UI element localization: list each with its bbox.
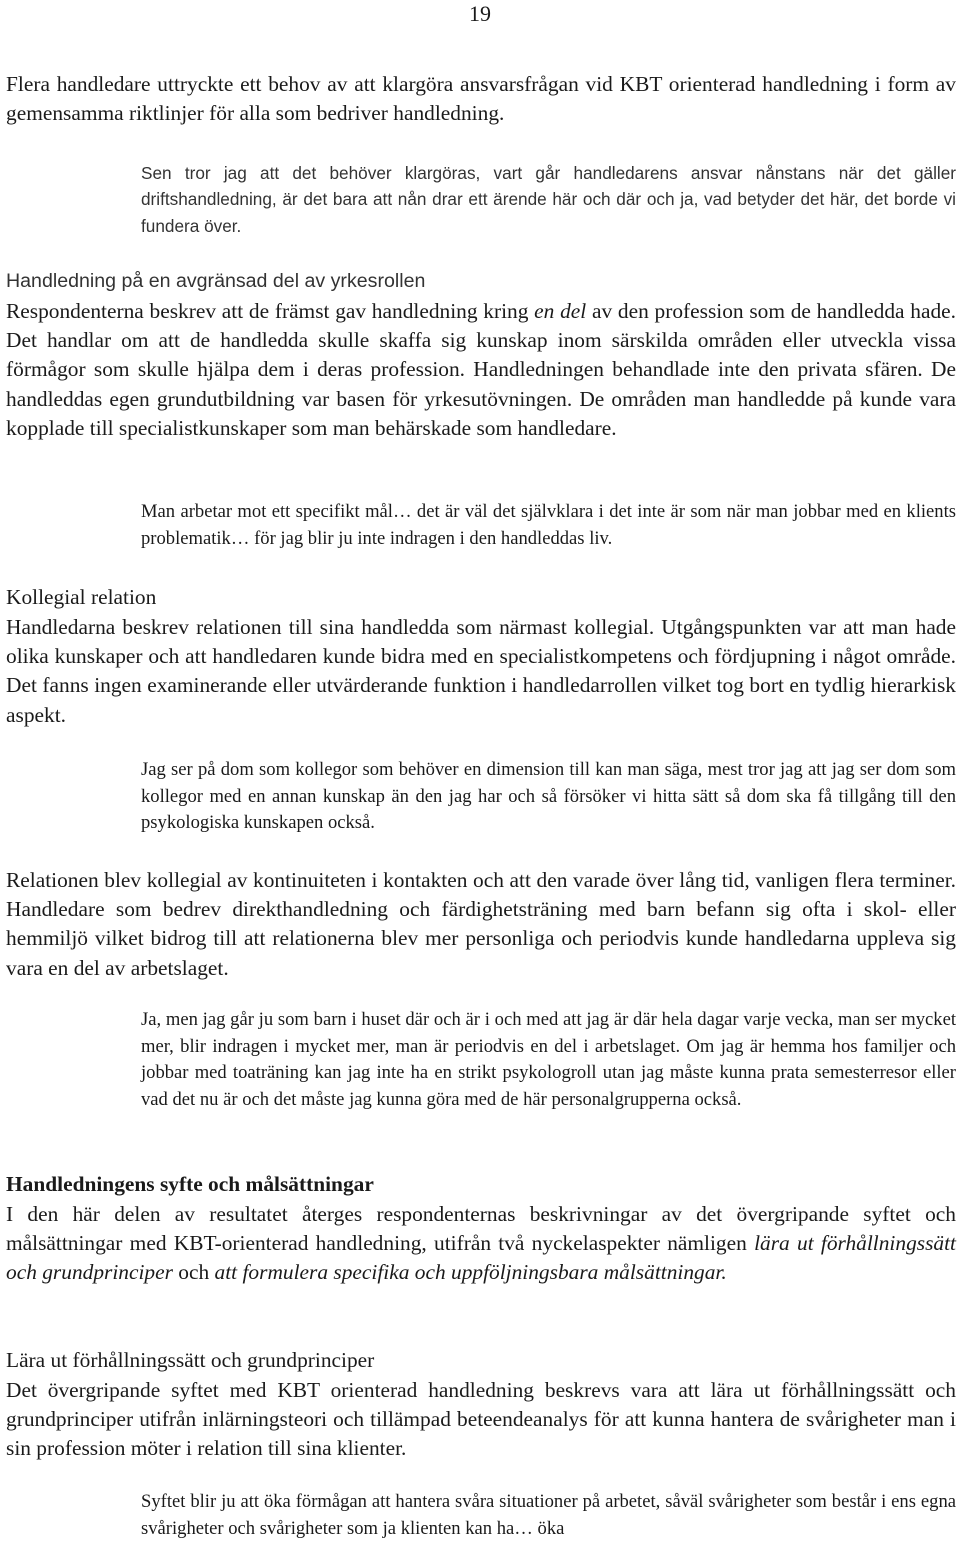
quote-specific-goal: Man arbetar mot ett specifikt mål… det är väl det självklara i det inte är som när man jobbar med en klients problematik… för jag blir ju inte indragen i den handleddas liv. bbox=[141, 501, 956, 549]
section-heading-delimited-role: Handledning på en avgränsad del av yrkesrollen bbox=[6, 270, 426, 292]
paragraph-text: I den här delen av resultatet återges respondenternas beskrivningar av det övergripande syftet och målsättningar med KBT-orienterad handledning, utifrån två nyckelaspekter nämligen bbox=[6, 1202, 956, 1256]
paragraph-purpose bbox=[6, 1200, 956, 1288]
section-heading-purpose: Handledningens syfte och målsättningar bbox=[6, 1172, 374, 1196]
quote-colleagues: Jag ser på dom som kollegor som behöver en dimension till kan man säga, mest tror jag att jag ser dom som kollegor med en annan kunskap än den jag har och så försöker vi hitta sätt så dom ska få tillgång till den psykologiska kunskapen också. bbox=[141, 759, 956, 834]
quote-responsibility: Sen tror jag att det behöver klargöras, vart går handledarens ansvar nånstans när det gäller driftshandledning, är det bara att nån drar ett ärende här och där och ja, vad betyder det här, det borde vi fundera över. bbox=[141, 163, 956, 236]
paragraph-continuity: Relationen blev kollegial av kontinuiteten i kontakten och att den varade över lång tid, vanligen flera terminer. Handledare som bedrev direkthandledning och färdighetsträning med barn befann sig ofta i skol- eller hemmiljö vilket bidrog till att relationerna blev mer personliga och periodvis kunde handledarna uppleva sig vara en del av arbetslaget. bbox=[6, 868, 956, 980]
paragraph-text: av den profession som de handledda hade. Det handlar om att de handledda skulle skaffa sig kunskap inom särskilda områden eller utveckla vissa förmågor som skulle hjälpa dem i deras profession. Handledningen behandlade inte den privata sfären. De handleddas egen grundutbildning var basen för yrkesutövningen. De områden man handledde på kunde vara kopplade till specialistkunskaper som man behärskade som handledare. bbox=[6, 299, 957, 440]
section-heading-collegial: Kollegial relation bbox=[6, 585, 157, 609]
quote-purpose: Syftet blir ju att öka förmågan att hantera svåra situationer på arbetet, såväl svårigheter som består i ens egna svårigheter och svårigheter som ja klienten kan ha… öka bbox=[141, 1491, 956, 1539]
paragraph-responsibility: Flera handledare uttryckte ett behov av att klargöra ansvarsfrågan vid KBT orienterad handledning i form av gemensamma riktlinjer för alla som bedriver handledning. bbox=[6, 72, 956, 126]
paragraph-teach-approach: Det övergripande syftet med KBT orienterad handledning beskrevs vara att lära ut förhållningssätt och grundprinciper utifrån inlärningsteori och tillämpad beteendeanalys för att kunna hantera de svårigheter man i sin profession möter i relation till sina klienter. bbox=[6, 1378, 956, 1461]
emphasis-text: att formulera specifika och uppföljningsbara målsättningar. bbox=[214, 1260, 727, 1285]
paragraph-collegial: Handledarna beskrev relationen till sina handledda som närmast kollegial. Utgångspunkten var att man hade olika kunskaper och att handledaren kunde bidra med en specialistkompetens och fördjupning i något område. Det fanns ingen examinerande eller utvärderande funktion i handledarrollen vilket tog bort en tydlig hierarkisk aspekt. bbox=[6, 615, 956, 727]
paragraph-text: och bbox=[172, 1260, 215, 1285]
paragraph-delimited-role bbox=[6, 297, 956, 443]
section-heading-teach-approach: Lära ut förhållningssätt och grundprinciper bbox=[6, 1348, 375, 1372]
emphasis-text: en del bbox=[534, 299, 587, 323]
page-number: 19 bbox=[469, 1, 491, 26]
emphasis-text: lära ut förhållningssätt och grundprinciper bbox=[6, 1231, 957, 1285]
paragraph-text: Respondenterna beskrev att de främst gav handledning kring bbox=[6, 299, 535, 323]
quote-work-team: Ja, men jag går ju som barn i huset där och är i och med att jag är där hela dagar varje vecka, man ser mycket mer, blir indragen i mycket mer, man är periodvis en del i arbetslaget. Om jag är hemma hos familjer och jobbar med toaträning kan jag inte ha en strikt psykologroll utan jag måste kunna prata semesterresor eller vad det nu är och det måste jag kunna göra med de här personalgrupperna också. bbox=[141, 1009, 956, 1110]
